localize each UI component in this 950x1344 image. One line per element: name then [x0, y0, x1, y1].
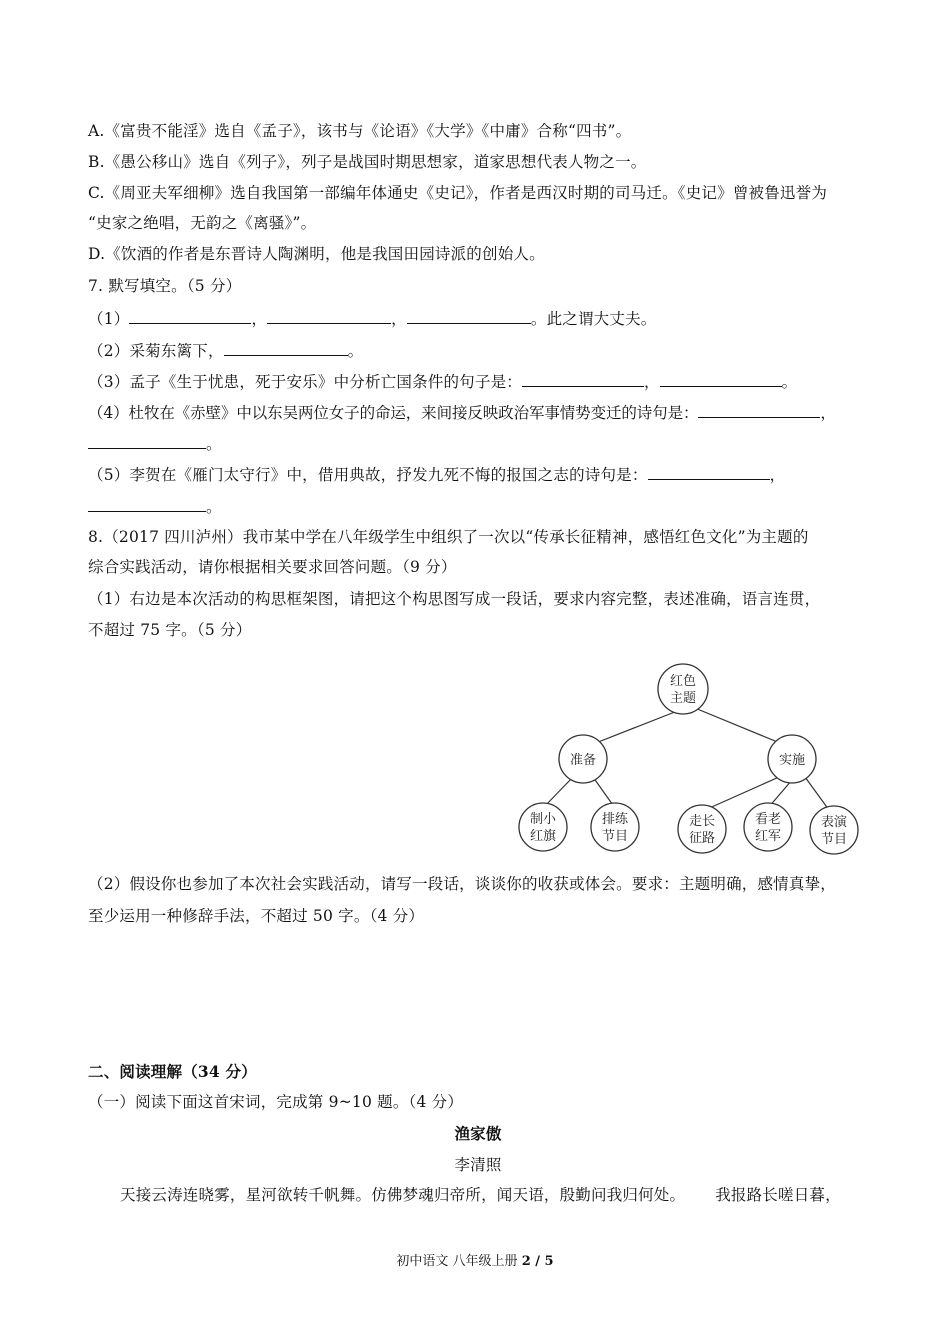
answer-blank[interactable] [698, 402, 820, 418]
q8-sub2-line1: （2）假设你也参加了本次社会实践活动，请写一段话，谈谈你的收获或体会。要求：主题明确，感情真挚， [88, 875, 836, 893]
q7-item-2-text: （2）采菊东篱下， [88, 342, 224, 360]
q7-item-3 [88, 371, 868, 392]
leaf-label: 红旗 [529, 829, 557, 844]
node-root-label-2: 主题 [669, 691, 697, 706]
q7-item-3-sep: ， [643, 373, 660, 391]
node-prepare-label: 准备 [569, 753, 597, 768]
leaf-label: 表演 [820, 815, 848, 830]
q7-item-2 [88, 340, 868, 361]
node-root [658, 664, 708, 714]
answer-blank[interactable] [522, 371, 644, 387]
q8-sub1-line2: 不超过 75 字。（5 分） [88, 621, 252, 639]
poem-text: 天接云涛连晓雾，星河欲转千帆舞。仿佛梦魂归帝所，闻天语，殷勤问我归何处。 [120, 1186, 686, 1204]
q7-item-2-end: 。 [347, 342, 364, 360]
page-number: 2 / 5 [521, 1254, 554, 1269]
section-intro: （一）阅读下面这首宋词，完成第 9~10 题。（4 分） [88, 1093, 464, 1111]
answer-blank[interactable] [88, 433, 206, 449]
leaf-label: 看老 [754, 812, 782, 827]
answer-blank[interactable] [648, 464, 770, 480]
q7-item-5-end: 。 [206, 498, 222, 516]
answer-blank[interactable] [129, 308, 251, 324]
leaf-label: 制小 [529, 812, 557, 827]
page-footer [0, 1250, 950, 1269]
leaf-label: 节目 [601, 829, 629, 844]
q7-item-1-sep-a: ， [251, 310, 268, 328]
answer-blank[interactable] [660, 371, 782, 387]
concept-diagram [515, 660, 865, 860]
option-c-line1: C.《周亚夫军细柳》选自我国第一部编年体通史《史记》，作者是西汉时期的司马迁。《史记》曾被鲁迅誉为 [88, 184, 828, 202]
q7-item-5-sep: ， [769, 466, 786, 484]
q7-item-5-text: （5）李贺在《雁门太守行》中，借用典故，抒发九死不悔的报国之志的诗句是： [88, 466, 648, 484]
leaf-label: 走长 [688, 814, 716, 829]
q7-item-1 [88, 308, 868, 329]
section-heading: 二、阅读理解（34 分） [88, 1062, 257, 1081]
leaf-label: 排练 [601, 812, 629, 827]
leaf-label: 征路 [688, 831, 716, 846]
q7-item-4-sep: ， [820, 404, 836, 422]
poem-text-line [120, 1185, 870, 1205]
q7-item-1-num: （1） [88, 310, 130, 328]
answer-blank[interactable] [88, 496, 206, 512]
answer-blank[interactable] [407, 308, 531, 324]
node-root-label-1: 红色 [669, 674, 697, 689]
q7-item-4-text: （4）杜牧在《赤壁》中以东吴两位女子的命运，来间接反映政治军事情势变迁的诗句是： [88, 404, 699, 422]
node-implement-label: 实施 [778, 753, 806, 768]
q7-item-5-line1 [88, 464, 868, 485]
option-c-line2: “史家之绝唱，无韵之《离骚》”。 [88, 214, 317, 232]
option-d: D.《饮酒的作者是东晋诗人陶渊明，他是我国田园诗派的创始人。 [88, 245, 545, 263]
answer-blank[interactable] [224, 340, 348, 356]
option-a: A.《富贵不能淫》选自《孟子》，该书与《论语》《大学》《中庸》合称“四书”。 [88, 122, 632, 140]
q8-sub1-line1: （1）右边是本次活动的构思框架图，请把这个构思图写成一段话，要求内容完整，表述准确，语言连贯， [88, 590, 821, 608]
q7-item-4-line2 [88, 433, 868, 454]
leaf-label: 红军 [754, 829, 782, 844]
q7-item-3-end: 。 [781, 373, 798, 391]
footer-subject: 初中语文 八年级上册 [396, 1254, 522, 1269]
q7-item-4-line1 [88, 402, 868, 423]
q7-item-1-sep-b: ， [391, 310, 407, 328]
poem-text-continuation: 我报路长嗟日暮， [715, 1186, 841, 1204]
q7-item-1-end: 。此之谓大丈夫。 [530, 310, 657, 328]
leaf-label: 节目 [820, 832, 848, 847]
q8-intro-line2: 综合实践活动，请你根据相关要求回答问题。（9 分） [88, 558, 457, 576]
q7-item-3-text: （3）孟子《生于忧患，死于安乐》中分析亡国条件的句子是： [88, 373, 522, 391]
option-b: B.《愚公移山》选自《列子》，列子是战国时期思想家，道家思想代表人物之一。 [88, 153, 647, 171]
q7-item-4-end: 。 [206, 435, 222, 453]
q7-item-5-line2 [88, 496, 868, 517]
q7-title: 7. 默写填空。（5 分） [88, 277, 242, 295]
q8-intro-line1: 8.（2017 四川泸州）我市某中学在八年级学生中组织了一次以“传承长征精神，感悟红色文化”为主题的 [88, 528, 809, 546]
poem-author: 李清照 [454, 1156, 502, 1174]
answer-blank[interactable] [267, 308, 391, 324]
poem-title: 渔家傲 [454, 1124, 502, 1143]
q8-sub2-line2: 至少运用一种修辞手法，不超过 50 字。（4 分） [88, 907, 425, 925]
